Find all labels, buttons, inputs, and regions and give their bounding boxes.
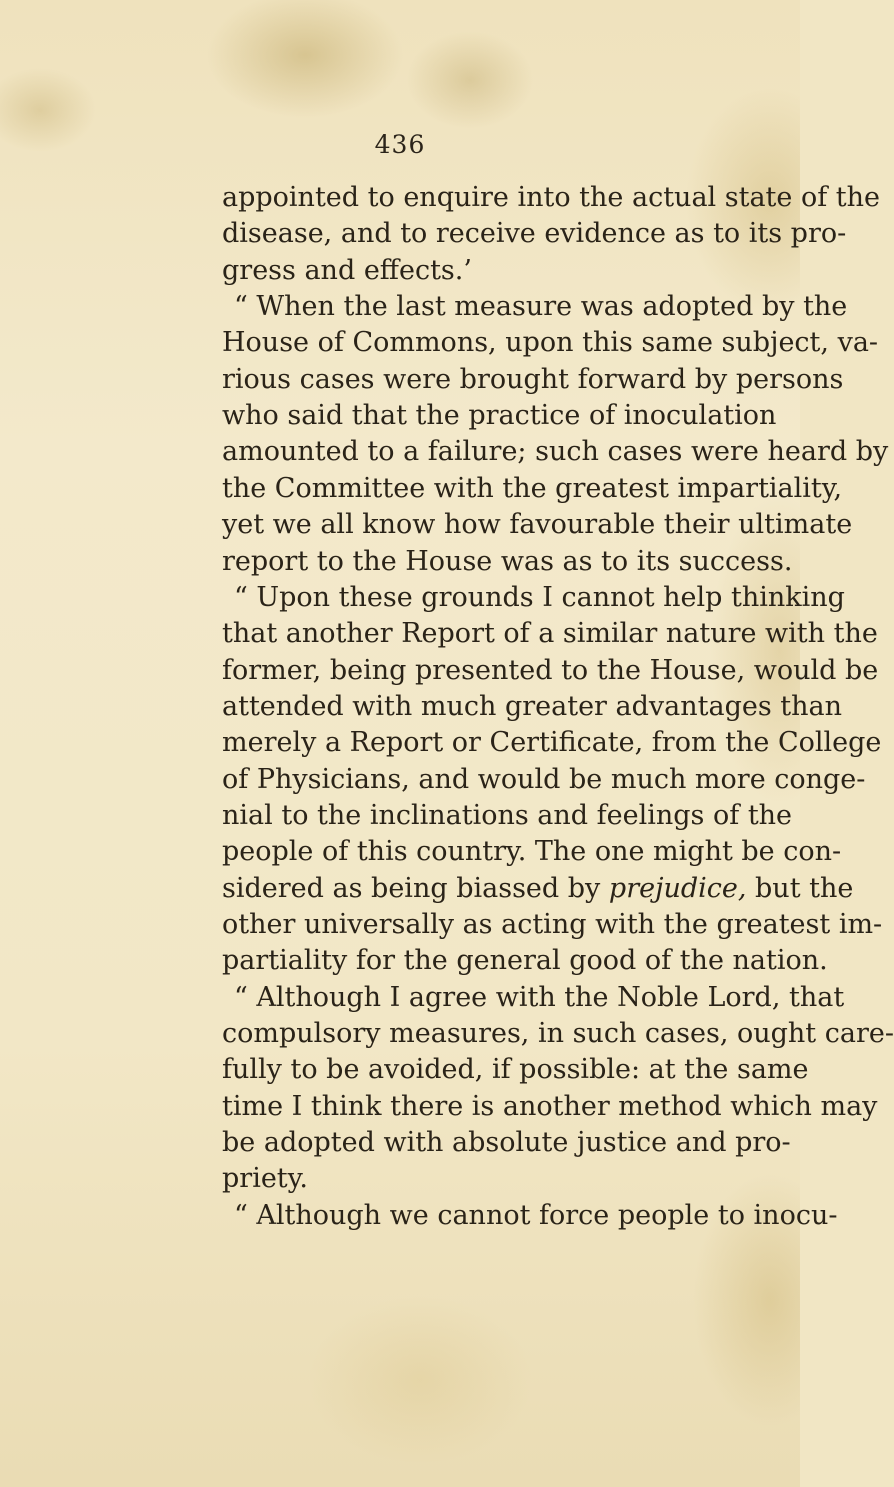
text-line-content: appointed to enquire into the actual state of the bbox=[222, 182, 881, 213]
text-line bbox=[222, 1125, 791, 1161]
text-line-content: that another Report of a similar nature with the bbox=[222, 618, 878, 650]
text-line-tail: but the bbox=[746, 872, 854, 904]
text-line bbox=[222, 253, 740, 289]
text-line bbox=[222, 1052, 809, 1088]
text-line-content: “ Upon these grounds I cannot help thinking bbox=[234, 581, 845, 613]
text-line-content: “ Although we cannot force people to inocu- bbox=[234, 1199, 838, 1231]
text-line bbox=[222, 1089, 878, 1125]
text-line bbox=[222, 943, 828, 979]
text-line bbox=[222, 216, 847, 252]
text-line bbox=[222, 434, 889, 470]
text-line-content: other universally as acting with the greatest im- bbox=[222, 909, 883, 940]
text-line bbox=[222, 325, 879, 361]
text-line-content: who said that the practice of inoculation bbox=[222, 400, 777, 432]
text-line-content: amounted to a failure; such cases were heard by bbox=[222, 436, 889, 468]
text-line bbox=[234, 980, 845, 1016]
text-line-content: the Committee with the greatest impartiality, bbox=[222, 472, 843, 504]
text-line-content: partiality for the general good of the nation. bbox=[222, 945, 828, 977]
text-line-content: disease, and to receive evidence as to its pro- bbox=[222, 218, 847, 250]
text-line bbox=[222, 507, 853, 543]
text-line bbox=[222, 180, 881, 216]
text-line-content: “ Although I agree with the Noble Lord, that bbox=[234, 981, 845, 1013]
text-line bbox=[222, 362, 844, 398]
text-line-content: be adopted with absolute justice and pro- bbox=[222, 1127, 791, 1159]
text-line bbox=[222, 544, 793, 580]
text-line bbox=[222, 398, 777, 434]
text-line-content: report to the House was as to its success. bbox=[222, 545, 793, 577]
text-line-content: fully to be avoided, if possible: at the same bbox=[222, 1054, 809, 1086]
italic-word: prejudice, bbox=[608, 872, 747, 904]
text-line bbox=[222, 1161, 740, 1197]
text-line bbox=[222, 689, 843, 725]
text-line bbox=[222, 762, 866, 798]
text-line-content: priety. bbox=[222, 1163, 308, 1195]
text-line-content: sidered as being biassed by bbox=[222, 872, 601, 904]
text-line bbox=[222, 653, 879, 689]
text-line bbox=[234, 580, 845, 616]
text-line-content: “ When the last measure was adopted by the bbox=[234, 291, 848, 323]
text-line bbox=[222, 834, 842, 870]
text-line bbox=[222, 871, 854, 907]
text-line bbox=[222, 471, 843, 507]
text-line-content: time I think there is another method which may bbox=[222, 1090, 878, 1122]
text-line bbox=[222, 907, 883, 943]
text-line-content: rious cases were brought forward by persons bbox=[222, 363, 844, 395]
text-line-content: of Physicians, and would be much more conge- bbox=[222, 763, 866, 795]
text-line bbox=[234, 1198, 838, 1234]
text-line-content: people of this country. The one might be con- bbox=[222, 836, 842, 868]
text-line-content: nial to the inclinations and feelings of the bbox=[222, 799, 793, 831]
page-number: 436 bbox=[374, 130, 426, 159]
text-line-content: former, being presented to the House, would be bbox=[222, 654, 879, 686]
text-line-content: compulsory measures, in such cases, ought care- bbox=[222, 1018, 894, 1050]
text-line-content: merely a Report or Certificate, from the College bbox=[222, 727, 882, 759]
text-line-content: House of Commons, upon this same subject, va- bbox=[222, 327, 879, 359]
text-line bbox=[222, 616, 878, 652]
text-line-content: gress and effects.’ bbox=[222, 254, 472, 286]
text-line bbox=[222, 798, 793, 834]
text-line bbox=[222, 725, 882, 761]
text-line-content: yet we all know how favourable their ultimate bbox=[222, 509, 853, 541]
text-line bbox=[222, 1016, 894, 1052]
text-line bbox=[234, 289, 848, 325]
text-line-content: attended with much greater advantages than bbox=[222, 690, 843, 722]
